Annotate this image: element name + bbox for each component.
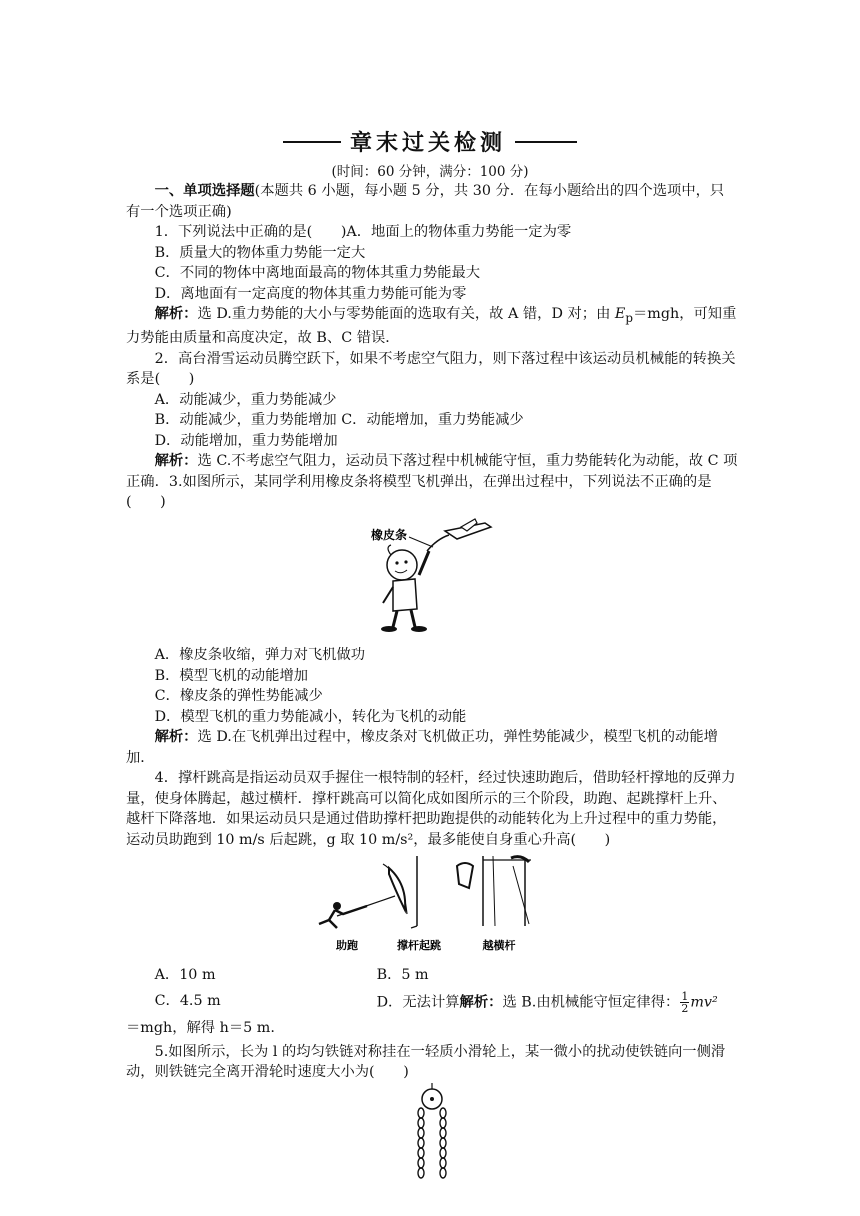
title-bar — [0, 126, 860, 157]
question-4-option-b: B．5 m — [376, 966, 429, 983]
question-3-option-a: A．橡皮条收缩，弹力对飞机做功 — [154, 647, 366, 664]
figure-pole-vault — [126, 854, 738, 961]
analysis-text-2: ＝mgh，可知重力势能由质量和高度决定，故 B、C 错误． — [126, 306, 737, 347]
question-2-option-d: D．动能增加，重力势能增加 — [154, 432, 338, 449]
question-1-analysis — [126, 304, 738, 349]
analysis-text: 选 B.由机械能守恒定律得： — [502, 994, 680, 1011]
chain-icon — [418, 1108, 446, 1178]
formula-ep-sub: p — [625, 310, 633, 325]
title-rule-left — [283, 141, 341, 143]
question-4-stem: 4．撑杆跳高是指运动员双手握住一根特制的轻杆，经过快速助跑后，借助轻杆撑地的反弹力量，使身体腾起，越过横杆．撑杆跳高可以简化成如图所示的三个阶段，助跑、起跳撑杆上升、越杆下降落地．如果运动员只是通过借助撑杆把助跑提供的动能转化为上升过程中的重力势能，运动员助跑到 10 m/s 后起跳，g 取 10 m/s²，最多能使自身重心升高( ) — [126, 770, 736, 848]
question-3-option-d: D．模型飞机的重力势能减小，转化为飞机的动能 — [154, 708, 467, 725]
formula-mv2: mv² — [690, 994, 718, 1011]
figure-rubber-band-plane — [126, 517, 738, 642]
question-5-stem: 5.如图所示，长为 l 的均匀铁链对称挂在一轻质小滑轮上，某一微小的扰动使铁链向一侧滑动，则铁链完全离开滑轮时速度大小为( ) — [126, 1043, 726, 1081]
question-4-option-d-and-analysis — [377, 991, 718, 1014]
fraction-one-half: $\frac{1}{2}$ — [681, 990, 689, 1016]
document-body — [126, 181, 738, 1193]
figure-chain-pulley — [126, 1083, 738, 1190]
question-4-options-row-2 — [126, 991, 738, 1014]
analysis-label: 解析： — [154, 453, 198, 470]
label-pointer — [409, 537, 433, 547]
question-4-options-row-1 — [126, 965, 738, 986]
question-3-stem: 3.如图所示，某同学利用橡皮条将模型飞机弹出，在弹出过程中，下列说法不正确的是( ) — [126, 473, 712, 511]
analysis-text: 选 D.重力势能的大小与零势能面的选取有关，故 A 错，D 对；由 — [197, 306, 615, 322]
pole-vault-illustration — [307, 854, 557, 954]
analysis-label: 解析： — [459, 994, 503, 1011]
section-desc: (本题共 6 小题，每小题 5 分，共 30 分．在每小题给出的四个选项中，只有一个选项正确) — [126, 183, 725, 220]
question-4-analysis-cont: ＝mgh，解得 h＝5 m. — [126, 1020, 275, 1037]
question-3-analysis — [126, 727, 738, 768]
figure-label-run: 助跑 — [336, 939, 358, 953]
section-heading — [126, 181, 738, 222]
chain-pulley-illustration — [412, 1083, 452, 1183]
analysis-text: 选 D.在飞机弹出过程中，橡皮条对飞机做正功，弹性势能减少，模型飞机的动能增加． — [126, 729, 718, 766]
question-4-option-c: C．4.5 m — [154, 993, 221, 1010]
question-1-stem: 1．下列说法中正确的是( )A．地面上的物体重力势能一定为零 — [154, 224, 572, 240]
formula-ep: E — [614, 306, 626, 322]
question-2-analysis — [126, 451, 738, 513]
runner-icon — [319, 906, 367, 928]
figure-label-over-bar: 越横杆 — [482, 939, 516, 953]
question-3-option-b: B．模型飞机的动能增加 — [154, 667, 309, 684]
title-rule-right — [515, 141, 577, 143]
page-subtitle: (时间：60 分钟，满分：100 分) — [331, 164, 529, 180]
question-1-option-b: B．质量大的物体重力势能一定大 — [154, 244, 366, 261]
page-title: 章末过关检测 — [349, 131, 506, 156]
question-1-option-c: C．不同的物体中离地面最高的物体其重力势能最大 — [154, 265, 481, 281]
question-2-option-bc: B．动能减少，重力势能增加 C．动能增加，重力势能减少 — [154, 412, 524, 429]
analysis-text: 选 C.不考虑空气阻力，运动员下落过程中机械能守恒，重力势能转化为动能，故 C 项正确． — [126, 453, 738, 490]
figure-label-takeoff: 撑杆起跳 — [397, 939, 441, 953]
question-4-option-a: A．10 m — [154, 966, 216, 983]
figure-label-rubber-band: 橡皮条 — [371, 527, 408, 542]
question-2-stem: 2．高台滑雪运动员腾空跃下，如果不考虑空气阻力，则下落过程中该运动员机械能的转换关系是( ) — [126, 350, 736, 388]
question-1-option-d: D．离地面有一定高度的物体其重力势能可能为零 — [154, 285, 467, 302]
analysis-label: 解析： — [154, 306, 198, 322]
vaulter-over-bar-icon — [457, 863, 473, 888]
plane-launch-illustration — [357, 517, 507, 635]
analysis-label: 解析： — [154, 729, 198, 746]
person-head-icon — [387, 550, 417, 580]
question-4-option-d: D．无法计算 — [376, 994, 460, 1011]
question-2-option-a: A．动能减少，重力势能减少 — [154, 391, 337, 408]
section-title: 一、单项选择题 — [154, 183, 255, 199]
question-3-option-c: C．橡皮条的弹性势能减少 — [154, 688, 323, 705]
vaulter-takeoff-icon — [389, 868, 405, 910]
